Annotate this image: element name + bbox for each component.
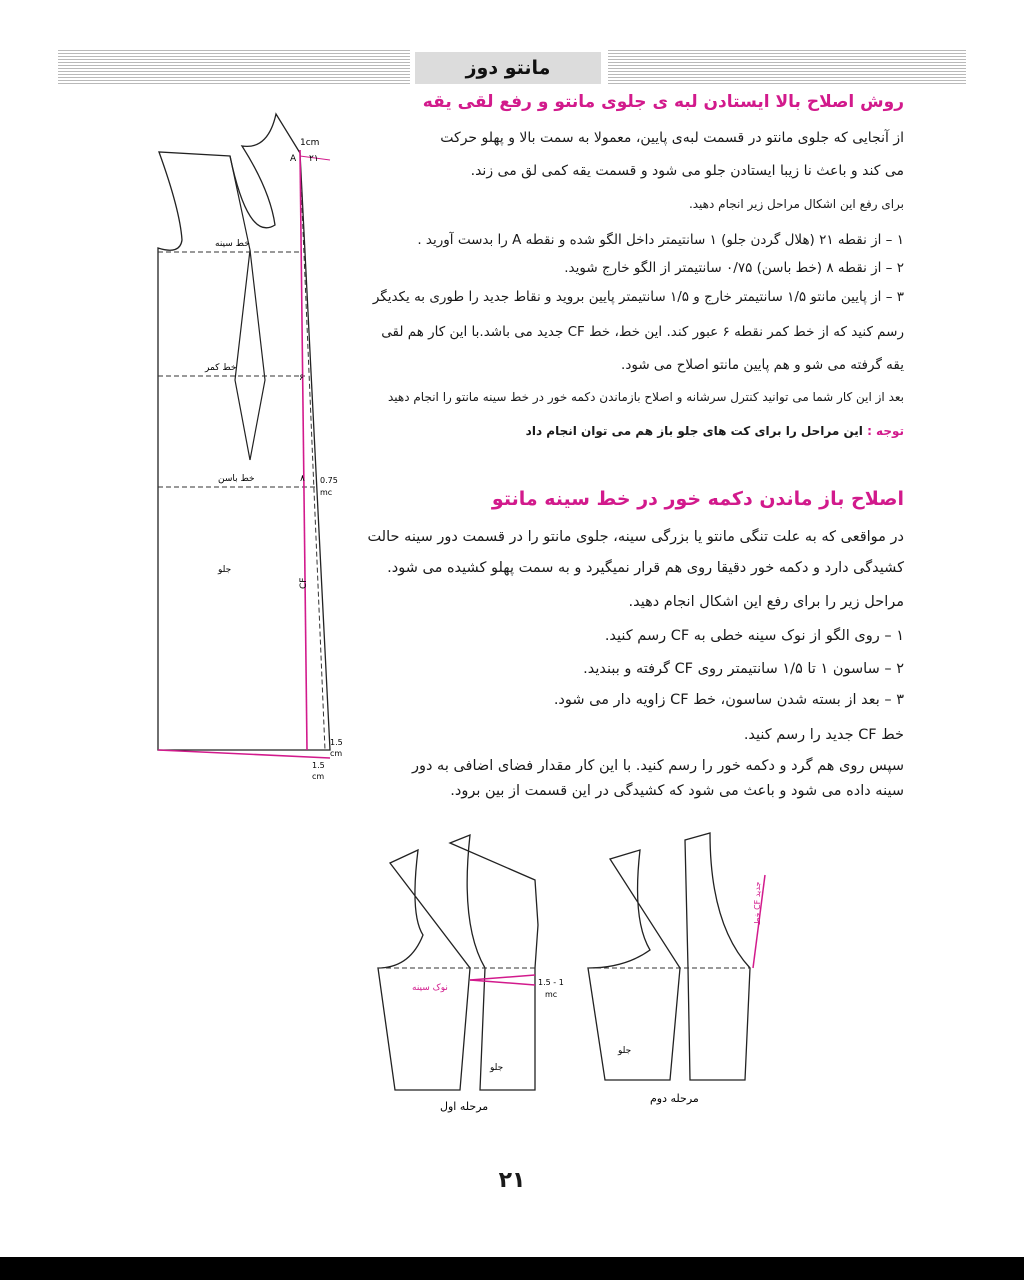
header-stripes-right <box>608 50 966 84</box>
label-waist-line: خط کمر <box>205 363 237 373</box>
label-cm-b: cm <box>312 772 325 781</box>
label-8: ۸ <box>300 474 305 484</box>
section1-title: روش اصلاح بالا ایستادن لبه ی جلوی مانتو و رفع لقی یقه <box>422 92 904 112</box>
section2-outro-3: سینه داده می شود و باعث می شود که کشیدگی در این قسمت از بین برود. <box>450 783 904 799</box>
label-6: ۶ <box>299 373 304 383</box>
label-21: ۲۱ <box>309 154 319 164</box>
section2-step-1: ۱ – روی الگو از نوک سینه خطی به CF رسم کنید. <box>604 628 904 644</box>
label-dart-value: 1.5 - 1 <box>538 978 564 987</box>
label-15b: 1.5 <box>312 761 325 770</box>
section1-step-1: ۱ – از نقطه ۲۱ (هلال گردن جلو) ۱ سانتیمتر داخل الگو شده و نقطه A را بدست آورید . <box>417 232 904 248</box>
section1-after: بعد از این کار شما می توانید کنترل سرشانه و اصلاح بازماندن دکمه خور در خط سینه مانتو را انجام دهید <box>387 390 904 404</box>
page-header-title: مانتو دوز <box>415 52 601 84</box>
pattern-outline <box>158 114 333 750</box>
section1-step-4: رسم کنید که از خط کمر نقطه ۶ عبور کند. این خط، خط CF جدید می باشد.با این کار هم لقی <box>381 324 904 340</box>
section2-outro-1: خط CF جدید را رسم کنید. <box>743 727 904 743</box>
label-dart-unit: mc <box>545 990 558 999</box>
label-chest-line: خط سینه <box>215 239 250 249</box>
label-stage2: مرحله دوم <box>650 1092 699 1105</box>
label-cm-a: cm <box>330 749 343 758</box>
section2-outro-2: سپس روی هم گرد و دکمه خور را رسم کنید. با این کار مقدار فضای اضافی به دور <box>411 758 904 774</box>
label-hip-line: خط باسن <box>218 474 255 484</box>
label-075: 0.75 <box>320 476 338 485</box>
page-number: ۲۱ <box>498 1168 526 1193</box>
label-front-stage1: جلو <box>490 1063 504 1073</box>
section1-note <box>526 424 904 438</box>
header-stripes-left <box>58 50 410 84</box>
label-bust-point: نوک سینه <box>412 983 448 993</box>
note-text: این مراحل را برای کت های جلو باز هم می توان انجام داد <box>525 424 863 438</box>
section2-intro-2: کشیدگی دارد و دکمه خور دقیقا روی هم قرار نمیگیرد و به سمت پهلو کشیده می شود. <box>387 560 904 576</box>
label-1cm: 1cm <box>300 138 320 148</box>
section1-step-5: یقه گرفته می شو و هم پایین مانتو اصلاح می شود. <box>621 357 904 373</box>
section1-intro-1: از آنجایی که جلوی مانتو در قسمت لبه‌ی پایین، معمولا به سمت بالا و پهلو حرکت <box>440 130 904 146</box>
note-label: توجه : <box>867 424 904 438</box>
section2-step-3: ۳ – بعد از بسته شدن ساسون، خط CF زاویه دار می شود. <box>553 692 904 708</box>
bottom-bar <box>0 1257 1024 1280</box>
label-stage1: مرحله اول <box>440 1100 489 1113</box>
label-new-cf: خط CF جدید <box>753 881 762 925</box>
label-mc: mc <box>320 488 333 497</box>
section1-step-3: ۳ – از پایین مانتو ۱/۵ سانتیمتر خارج و ۱/۵ سانتیمتر پایین بروید و نقاط جدید را طوری به یکدیگر <box>372 289 904 305</box>
section1-intro-3: برای رفع این اشکال مراحل زیر انجام دهید. <box>688 197 904 211</box>
label-A: A <box>290 154 297 164</box>
label-15a: 1.5 <box>330 738 343 747</box>
section2-title: اصلاح باز ماندن دکمه خور در خط سینه مانتو <box>491 488 904 510</box>
section1-step-2: ۲ – از نقطه ۸ (خط باسن) ۰/۷۵ سانتیمتر از الگو خارج شوید. <box>564 260 904 276</box>
section2-intro-1: در مواقعی که به علت تنگی مانتو یا بزرگی سینه، جلوی مانتو را در قسمت دور سینه حالت <box>367 529 904 545</box>
label-cf: CF <box>299 577 309 589</box>
stage-diagrams <box>370 825 790 1125</box>
label-front: جلو <box>218 565 232 575</box>
section2-step-2: ۲ – ساسون ۱ تا ۱/۵ سانتیمتر روی CF گرفته و ببندید. <box>583 661 904 677</box>
front-pattern-diagram <box>140 100 360 800</box>
section2-intro-3: مراحل زیر را برای رفع این اشکال انجام دهید. <box>628 594 904 610</box>
section1-intro-2: می کند و باعث نا زیبا ایستادن جلو می شود و قسمت یقه کمی لق می زند. <box>470 163 904 179</box>
label-front-stage2: جلو <box>618 1046 632 1056</box>
